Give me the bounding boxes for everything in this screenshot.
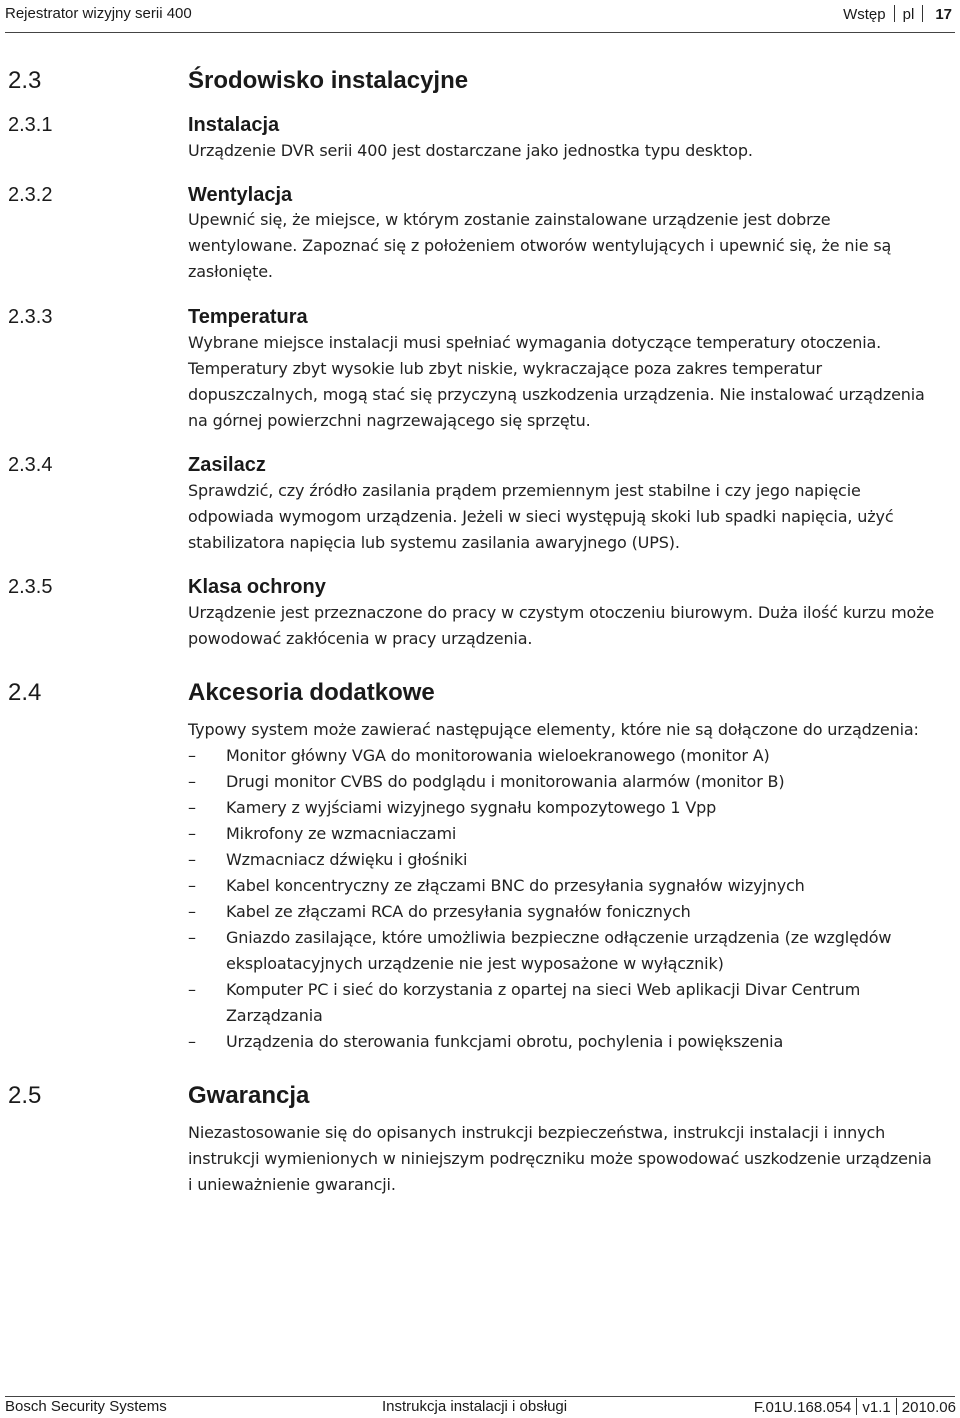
dash-bullet: – (188, 824, 196, 843)
text-line: wentylowane. Zapoznać się z położeniem otworów wentylujących i upewnić się, że nie są (188, 236, 892, 255)
list-item (188, 743, 958, 769)
dash-bullet: – (188, 798, 196, 817)
footer-company: Bosch Security Systems (5, 1398, 167, 1415)
text-line: Upewnić się, że miejsce, w którym zostanie zainstalowane urządzenie jest dobrze (188, 210, 831, 229)
text-line: Sprawdzić, czy źródło zasilania prądem przemiennym jest stabilne i czy jego napięcie (188, 481, 861, 500)
footer-date: 2010.06 (901, 1399, 956, 1416)
header-separator (894, 5, 895, 22)
list-item (188, 899, 958, 925)
footer-rule (5, 1396, 955, 1397)
text-line: Kabel koncentryczny ze złączami BNC do przesyłania sygnałów wizyjnych (226, 876, 805, 895)
text-line: na górnej powierzchni nagrzewającego się sprzętu. (188, 411, 591, 430)
text-line: Mikrofony ze wzmacniaczami (226, 824, 457, 843)
text-line: Kamery z wyjściami wizyjnego sygnału kompozytowego 1 Vpp (226, 798, 717, 817)
subsection-title: Klasa ochrony (188, 576, 326, 598)
list-item (188, 925, 958, 977)
text-line: Zarządzania (226, 1006, 323, 1025)
paragraph (188, 1120, 958, 1198)
paragraph (188, 600, 958, 652)
accessories-list (188, 743, 958, 1055)
list-item (188, 821, 958, 847)
subsection-number: 2.3.1 (8, 114, 53, 136)
dash-bullet: – (188, 928, 196, 947)
footer-manual-title: Instrukcja instalacji i obsługi (382, 1398, 568, 1415)
text-line: Urządzenia do sterowania funkcjami obrotu, pochylenia i powiększenia (226, 1032, 784, 1051)
footer-document-info (754, 1398, 956, 1416)
dash-bullet: – (188, 902, 196, 921)
subsection-title: Instalacja (188, 114, 280, 136)
paragraph (188, 717, 958, 1055)
list-item (188, 977, 958, 1029)
list-item (188, 769, 958, 795)
text-line: Urządzenie jest przeznaczone do pracy w czystym otoczeniu biurowym. Duża ilość kurzu może (188, 603, 935, 622)
text-line: odpowiada wymogom urządzenia. Jeżeli w sieci występują skoki lub spadki napięcia, użyć (188, 507, 894, 526)
text-line: Monitor główny VGA do monitorowania wieloekranowego (monitor A) (226, 746, 770, 765)
text-line: powodować zakłócenia w pracy urządzenia. (188, 629, 533, 648)
dash-bullet: – (188, 746, 196, 765)
footer-version: v1.1 (862, 1399, 891, 1416)
section-number: 2.3 (8, 67, 42, 94)
subsection-number: 2.3.4 (8, 454, 53, 476)
dash-bullet: – (188, 850, 196, 869)
dash-bullet: – (188, 980, 196, 999)
list-item (188, 795, 958, 821)
paragraph (188, 478, 958, 556)
text-line: dopuszczalnych, mogą stać się przyczyną uszkodzenia urządzenia. Nie instalować urządzenia (188, 385, 925, 404)
section-number: 2.4 (8, 679, 42, 706)
list-item (188, 847, 958, 873)
list-intro: Typowy system może zawierać następujące elementy, które nie są dołączone do urządzenia: (188, 720, 919, 739)
text-line: instrukcji wymienionych w niniejszym podręczniku może spowodować uszkodzenie urządzenia (188, 1149, 932, 1168)
header-document-title: Rejestrator wizyjny serii 400 (5, 5, 192, 22)
text-line: Wybrane miejsce instalacji musi spełniać wymagania dotyczące temperatury otoczenia. (188, 333, 882, 352)
header-rule (5, 32, 955, 33)
subsection-number: 2.3.5 (8, 576, 53, 598)
dash-bullet: – (188, 876, 196, 895)
text-line: Niezastosowanie się do opisanych instrukcji bezpieczeństwa, instrukcji instalacji i innych (188, 1123, 886, 1142)
dash-bullet: – (188, 1032, 196, 1051)
subsection-title: Zasilacz (188, 454, 266, 476)
text-line: zasłonięte. (188, 262, 273, 281)
footer-separator (856, 1398, 857, 1415)
text-line: stabilizatora napięcia lub systemu zasilania awaryjnego (UPS). (188, 533, 680, 552)
section-title: Gwarancja (188, 1082, 310, 1109)
paragraph (188, 207, 958, 285)
text-line: Gniazdo zasilające, które umożliwia bezpieczne odłączenie urządzenia (ze względów (226, 928, 892, 947)
page-number: 17 (935, 6, 952, 23)
subsection-title: Temperatura (188, 306, 308, 328)
header-language: pl (902, 6, 915, 23)
list-item (188, 1029, 958, 1055)
text-line: Drugi monitor CVBS do podglądu i monitorowania alarmów (monitor B) (226, 772, 785, 791)
header-section-info (843, 5, 952, 23)
section-number: 2.5 (8, 1082, 42, 1109)
paragraph: Urządzenie DVR serii 400 jest dostarczane jako jednostka typu desktop. (188, 141, 753, 160)
section-title: Środowisko instalacyjne (188, 67, 469, 94)
text-line: i unieważnienie gwarancji. (188, 1175, 396, 1194)
section-title: Akcesoria dodatkowe (188, 679, 435, 706)
subsection-number: 2.3.2 (8, 184, 53, 206)
footer-separator (896, 1398, 897, 1415)
footer-doc-number: F.01U.168.054 (753, 1399, 852, 1416)
dash-bullet: – (188, 772, 196, 791)
text-line: Temperatury zbyt wysokie lub zbyt niskie, wykraczające poza zakres temperatur (188, 359, 822, 378)
header-section: Wstęp (843, 6, 886, 23)
subsection-number: 2.3.3 (8, 306, 53, 328)
text-line: Wzmacniacz dźwięku i głośniki (226, 850, 468, 869)
text-line: Kabel ze złączami RCA do przesyłania sygnałów fonicznych (226, 902, 691, 921)
text-line: Komputer PC i sieć do korzystania z opartej na sieci Web aplikacji Divar Centrum (226, 980, 861, 999)
header-separator (922, 5, 923, 22)
subsection-title: Wentylacja (188, 184, 293, 206)
text-line: eksploatacyjnych urządzenie nie jest wyposażone w wyłącznik) (226, 954, 724, 973)
paragraph (188, 330, 958, 434)
list-item (188, 873, 958, 899)
